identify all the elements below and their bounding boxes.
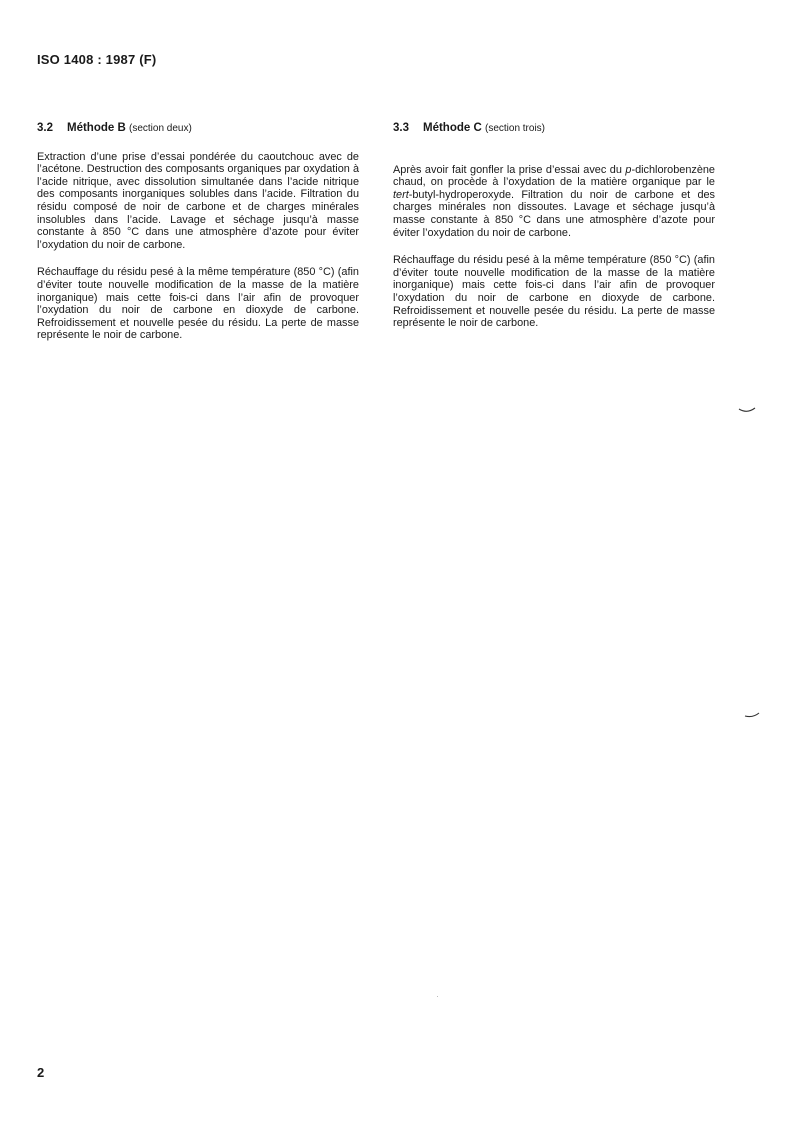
section-method-b [37, 122, 359, 357]
scan-mark-icon [738, 406, 756, 414]
paragraph-text: -dichlorobenzène chaud, on procède à l’oxydation de la matière organique par le [393, 163, 715, 189]
paragraph: Extraction d’une prise d’essai pondérée du caoutchouc avec de l’acétone. Destruction des composants organiques par oxydation à l’acide nitrique, avec dissolution simultanée dans l’acide nitrique des composants inorganiques solubles dans l’acide. Filtration du résidu composé de noir de carbone et de charges minérales insolubles dans l’acide. Lavage et séchage jusqu’à masse constante à 850 °C dans une atmosphère d’azote pour éviter l’oxydation du noir de carbone. [37, 150, 359, 251]
section-method-c [393, 122, 715, 345]
paragraph: Réchauffage du résidu pesé à la même température (850 °C) (afin d’éviter toute nouvelle modification de la masse de la matière inorganique) mais cette fois-ci dans l’air afin de provoquer l’oxydation du noir de carbone en dioxyde de carbone. Refroidissement et nouvelle pesée du résidu. La perte de masse représente le noir de carbone. [393, 254, 715, 330]
paragraph [393, 164, 715, 240]
section-title: Méthode C [423, 122, 482, 134]
document-header: ISO 1408 : 1987 (F) [37, 52, 157, 67]
section-heading-method-c [393, 122, 715, 136]
section-subtitle: (section deux) [128, 123, 192, 134]
scan-mark-icon [744, 711, 762, 719]
section-number: 3.3 [393, 122, 409, 134]
scan-speck [437, 996, 438, 997]
italic-text: tert [393, 188, 409, 201]
section-subtitle: (section trois) [484, 123, 545, 134]
section-number: 3.2 [37, 122, 53, 134]
page-number: 2 [37, 1065, 45, 1080]
paragraph-text: -butyl-hydroperoxyde. Filtration du noir de carbone et des charges minérales non dissoutes. Lavage et séchage jusqu’à masse constante à 850 °C dans une atmosphère d’azote pour éviter l’oxydation du noir de carbone. [393, 188, 715, 239]
section-title: Méthode B [67, 122, 126, 134]
italic-text: p [625, 163, 632, 176]
section-heading-method-b [37, 122, 359, 136]
paragraph-text: Après avoir fait gonfler la prise d’essai avec du [393, 163, 626, 176]
paragraph: Réchauffage du résidu pesé à la même température (850 °C) (afin d’éviter toute nouvelle modification de la masse de la matière inorganique) mais cette fois-ci dans l’air afin de provoquer l’oxydation du noir de carbone en dioxyde de carbone. Refroidissement et nouvelle pesée du résidu. La perte de masse représente le noir de carbone. [37, 266, 359, 342]
